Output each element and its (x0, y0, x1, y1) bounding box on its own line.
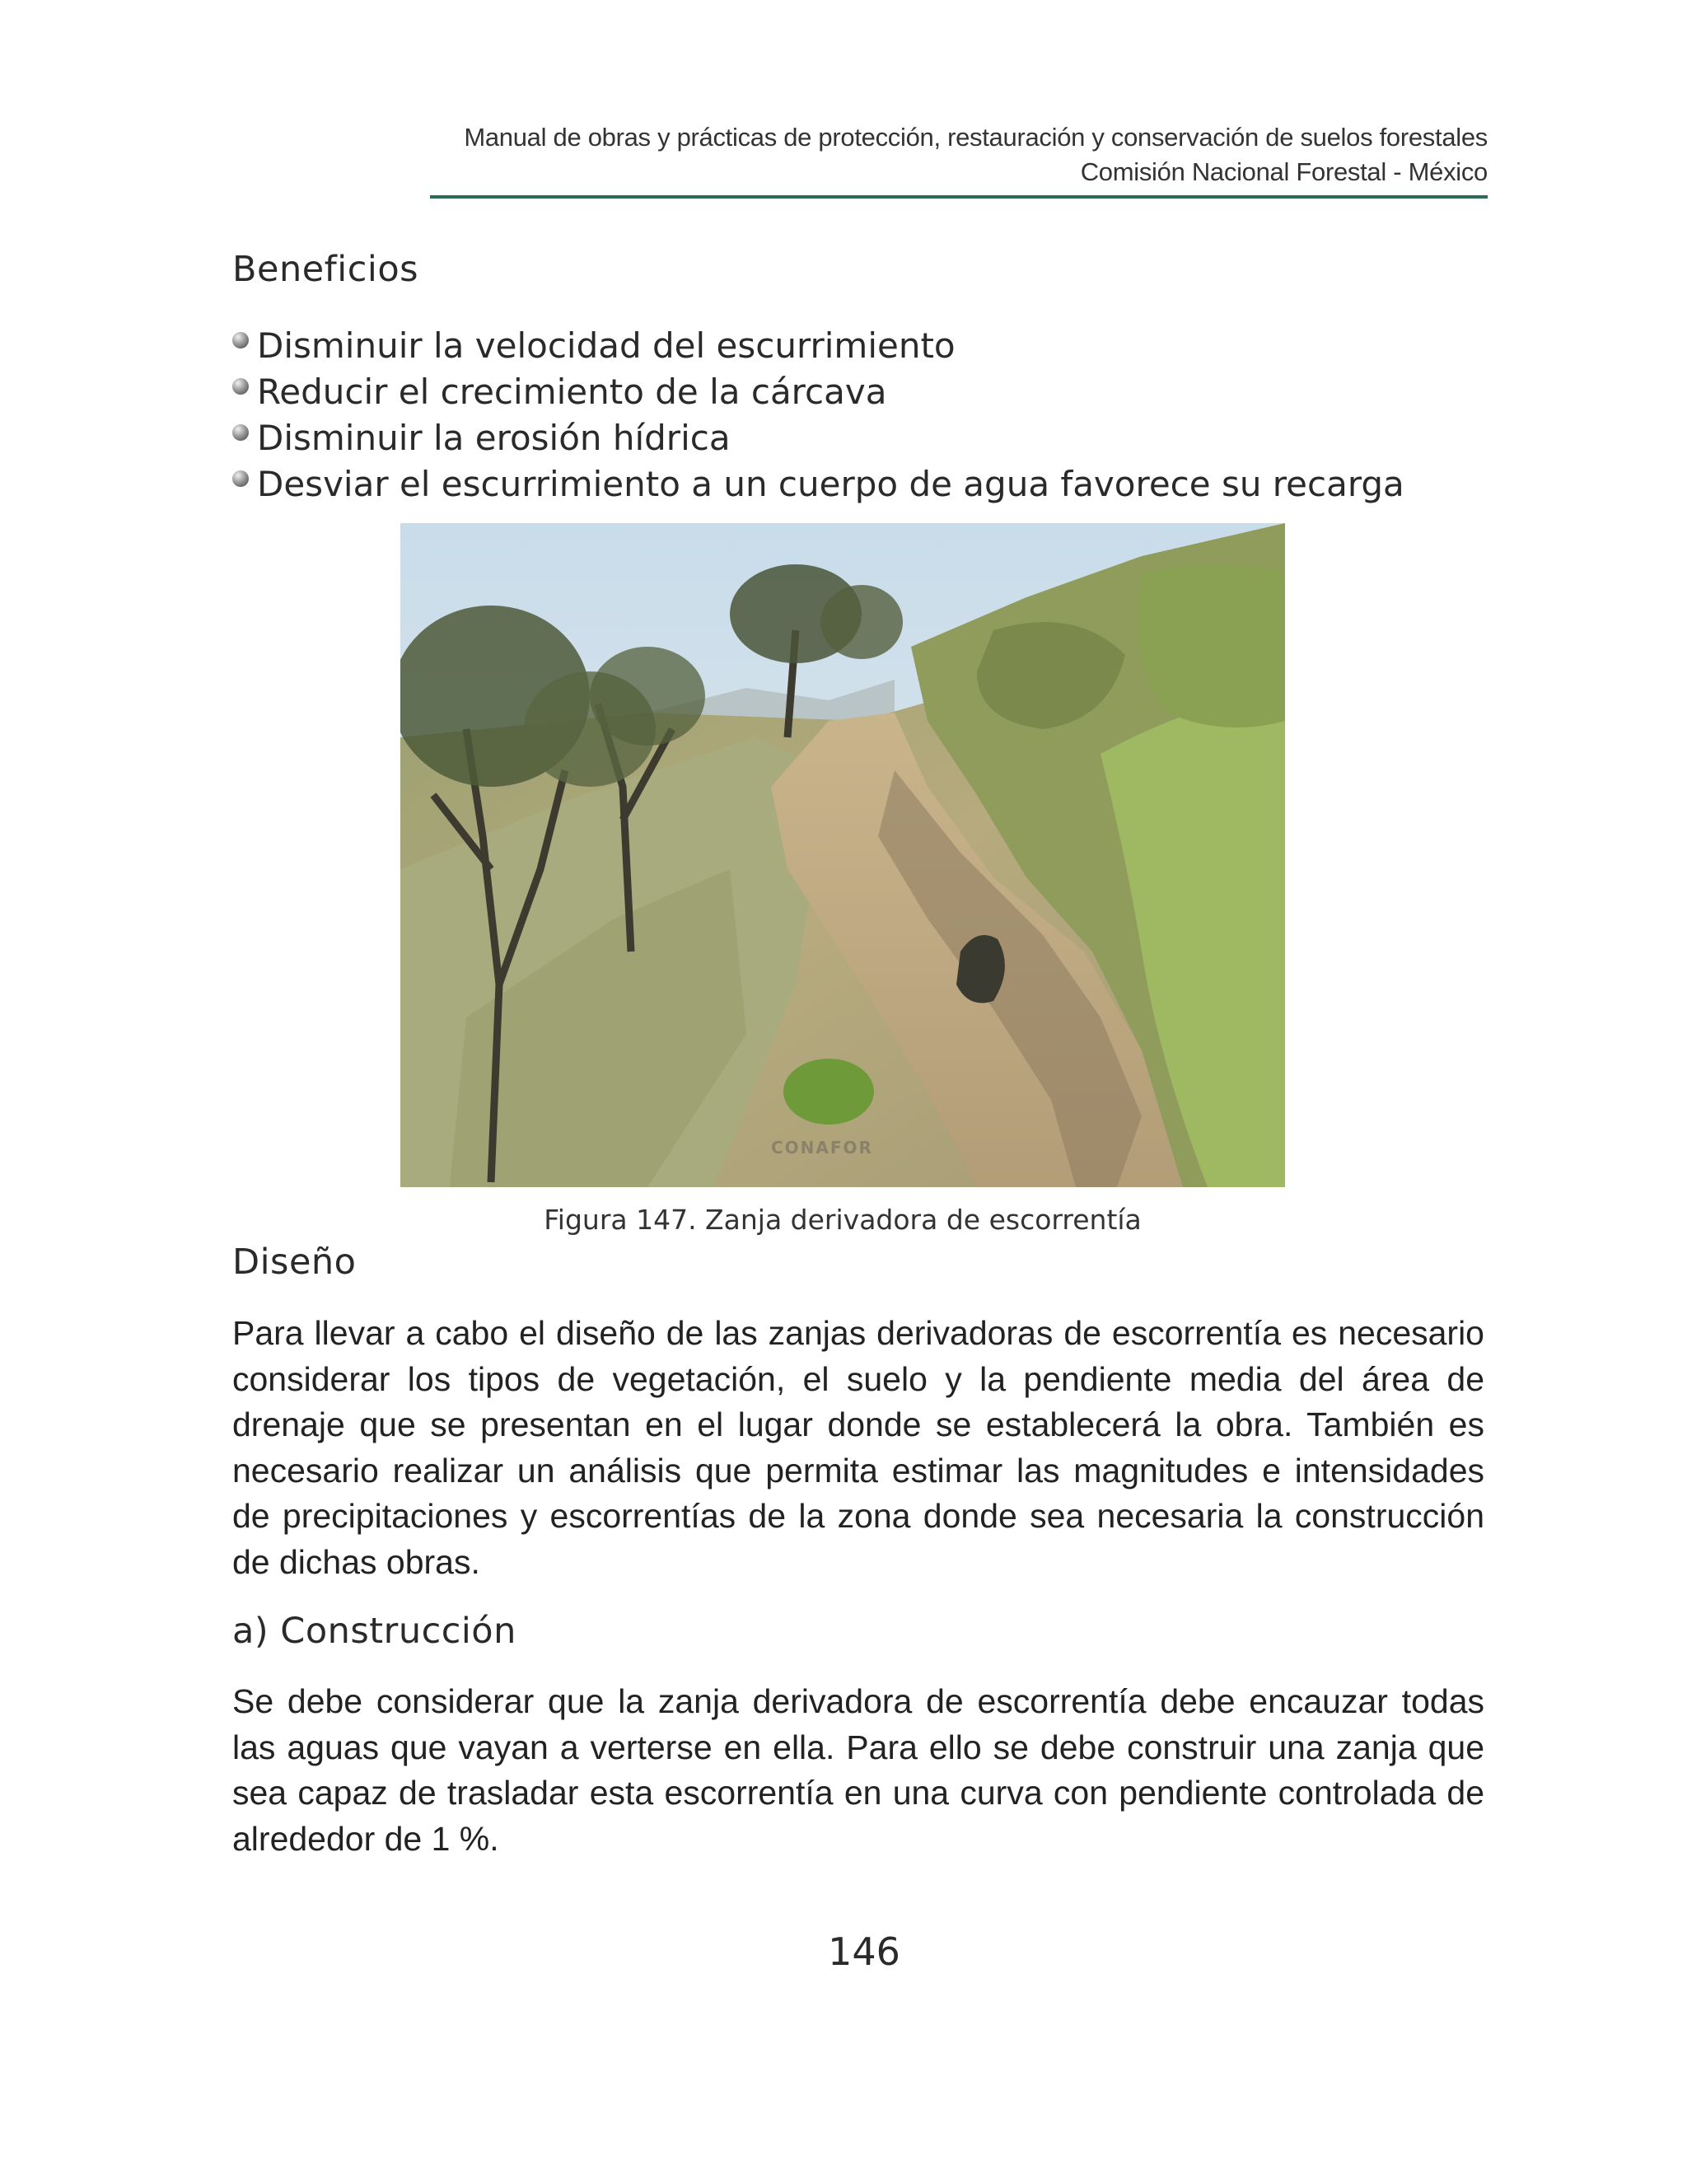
header-subtitle: Comisión Nacional Forestal - México (1080, 157, 1488, 186)
list-item-text: Disminuir la erosión hídrica (257, 418, 731, 458)
list-item-text: Disminuir la velocidad del escurrimiento (257, 325, 956, 366)
bullet-icon (232, 424, 249, 441)
list-item (232, 415, 1501, 461)
figure-photo (400, 523, 1285, 1187)
bullet-icon (232, 332, 249, 348)
paragraph-construccion: Se debe considerar que la zanja derivadora de escorrentía debe encauzar todas las aguas que vayan a verterse en ella. Para ello se debe construir una zanja que sea capaz de trasladar esta escorrentía en una curva con pendiente controlada de alrededor de 1 %. (232, 1682, 1484, 1858)
list-item-text: Reducir el crecimiento de la cárcava (257, 372, 887, 412)
section-title-construccion: a) Construcción (232, 1611, 516, 1652)
page-number: 146 (828, 1929, 900, 1974)
header-title: Manual de obras y prácticas de protección, restauración y conservación de suelos forestales (464, 123, 1488, 152)
figure-caption: Figura 147. Zanja derivadora de escorrentía (544, 1204, 1142, 1236)
list-item (232, 369, 1501, 415)
header-rule (430, 195, 1488, 199)
section-title-diseno: Diseño (232, 1242, 357, 1283)
bullet-icon (232, 470, 249, 487)
section-title-beneficios: Beneficios (232, 249, 419, 290)
photo-watermark: CONAFOR (771, 1138, 873, 1157)
list-item-text: Desviar el escurrimiento a un cuerpo de agua favorece su recarga (257, 464, 1404, 504)
benefits-list (232, 323, 1501, 507)
bullet-icon (232, 378, 249, 395)
list-item (232, 323, 1501, 369)
hillside-trench-photo (400, 523, 1285, 1187)
paragraph-diseno: Para llevar a cabo el diseño de las zanjas derivadoras de escorrentía es necesario considerar los tipos de vegetación, el suelo y la pendiente media del área de drenaje que se presentan en el lugar donde se establecerá la obra. También es necesario realizar un análisis que permita estimar las magnitudes e intensidades de precipitaciones y escorrentías de la zona donde sea necesaria la construcción de dichas obras. (232, 1314, 1484, 1581)
list-item (232, 461, 1501, 507)
running-header (428, 120, 1488, 189)
